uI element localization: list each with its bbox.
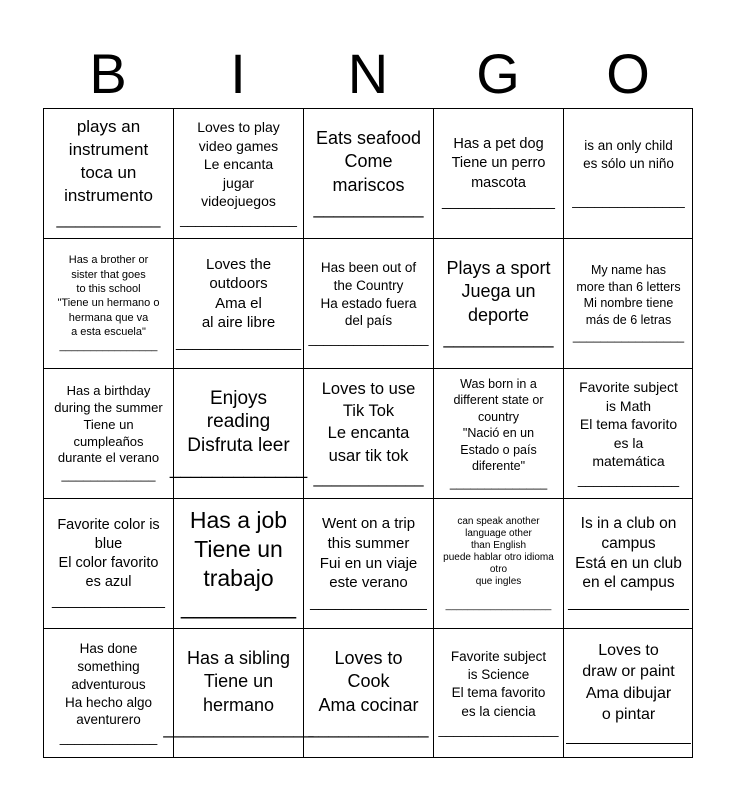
bingo-cell-text: Loves to use Tik Tok Le encanta usar tik tok ____________ — [313, 379, 424, 487]
bingo-cell-text: Went on a trip this summer Fui en un viaje este verano ______________ — [310, 515, 427, 612]
bingo-cell-r1c5[interactable] — [563, 108, 693, 238]
title-letter-n: N — [347, 42, 389, 105]
bingo-cell-text: Was born in a different state or country "Nació en un Estado o país diferente" ______________ — [449, 376, 548, 490]
bingo-cell-r2c1[interactable] — [43, 238, 173, 368]
bingo-cell-r1c4[interactable] — [433, 108, 563, 238]
bingo-cell-r4c4[interactable] — [433, 498, 563, 628]
bingo-cell-r5c5[interactable] — [563, 628, 693, 758]
title-letter-o: O — [606, 42, 650, 105]
bingo-grid — [43, 108, 693, 758]
bingo-cell-text: Has been out of the Country Ha estado fuera del país ________________ — [308, 259, 429, 347]
bingo-cell-text: Loves to Cook Ama cocinar ____________ — [308, 647, 429, 738]
bingo-cell-text: Favorite subject is Math El tema favorito es la matemática _____________ — [577, 379, 680, 488]
bingo-cell-r3c1[interactable] — [43, 368, 173, 498]
bingo-cell-r2c3[interactable] — [303, 238, 433, 368]
bingo-cell-r5c2[interactable] — [163, 628, 314, 758]
bingo-cell-text: plays an instrument toca un instrumento ___________ — [56, 117, 161, 228]
bingo-cell-r4c1[interactable] — [43, 498, 173, 628]
bingo-cell-text: Has a birthday during the summer Tiene un cumpleaños durante el verano _____________ — [54, 382, 163, 483]
bingo-cell-r4c3[interactable] — [303, 498, 433, 628]
bingo-cell-r4c5[interactable] — [563, 498, 693, 628]
bingo-cell-r2c5[interactable] — [563, 238, 693, 368]
bingo-cell-r3c3[interactable] — [303, 368, 433, 498]
bingo-cell-r5c1[interactable] — [43, 628, 173, 758]
bingo-cell-text: Eats seafood Come mariscos ___________ — [313, 127, 424, 218]
bingo-cell-text: Has a job Tiene un trabajo _________ — [180, 507, 297, 620]
bingo-cell-r1c1[interactable] — [43, 108, 173, 238]
bingo-cell-r2c2[interactable] — [173, 238, 303, 368]
bingo-cell-text: Is in a club on campus Está en un club en el campus ______________ — [568, 514, 689, 612]
bingo-cell-r4c2[interactable] — [173, 498, 303, 628]
bingo-cell-text: Has a brother or sister that goes to this school "Tiene un hermano o hermana que va a esta escuela" ________________ — [57, 254, 160, 353]
bingo-cell-text: Loves to play video games Le encanta jugar videojuegos _______________ — [180, 119, 297, 228]
title-letter-i: I — [230, 42, 246, 105]
bingo-cell-text: Loves the outdoors Ama el al aire libre _______________ — [175, 255, 302, 351]
bingo-cell-r5c4[interactable] — [433, 628, 563, 758]
bingo-cell-text: My name has more than 6 letters Mi nombre tiene más de 6 letras ________________ — [572, 263, 685, 344]
bingo-title — [43, 40, 693, 108]
bingo-cell-text: Enjoys reading Disfruta leer _____________ — [169, 388, 308, 479]
bingo-cell-text: Has a sibling Tiene un hermano _______________ — [163, 648, 314, 738]
bingo-cell-text: is an only child es sólo un niño _______________ — [572, 138, 685, 208]
bingo-cell-r3c2[interactable] — [169, 368, 308, 498]
bingo-cell-text: Has a pet dog Tiene un perro mascota ______________ — [442, 136, 555, 210]
title-letter-g: G — [476, 42, 520, 105]
bingo-cell-text: Favorite color is blue El color favorito es azul ______________ — [52, 516, 165, 610]
bingo-cell-text: Favorite subject is Science El tema favorito es la ciencia ________________ — [438, 648, 559, 737]
bingo-cell-r2c4[interactable] — [433, 238, 563, 368]
bingo-cell-r3c5[interactable] — [563, 368, 693, 498]
bingo-cell-text: Plays a sport Juega un deporte ___________ — [443, 257, 554, 348]
bingo-cell-r1c2[interactable] — [173, 108, 303, 238]
bingo-cell-text: Loves to draw or paint Ama dibujar o pintar ______________ — [566, 641, 691, 745]
bingo-cell-r3c4[interactable] — [433, 368, 563, 498]
bingo-cell-r5c3[interactable] — [303, 628, 433, 758]
bingo-cell-r1c3[interactable] — [303, 108, 433, 238]
bingo-cell-text: Has done something adventurous Ha hecho algo aventurero _____________ — [59, 641, 158, 746]
title-letter-b: B — [89, 42, 127, 105]
bingo-cell-text: can speak another language other than English puede hablar otro idioma otro que ingles ___________________ — [443, 515, 554, 611]
